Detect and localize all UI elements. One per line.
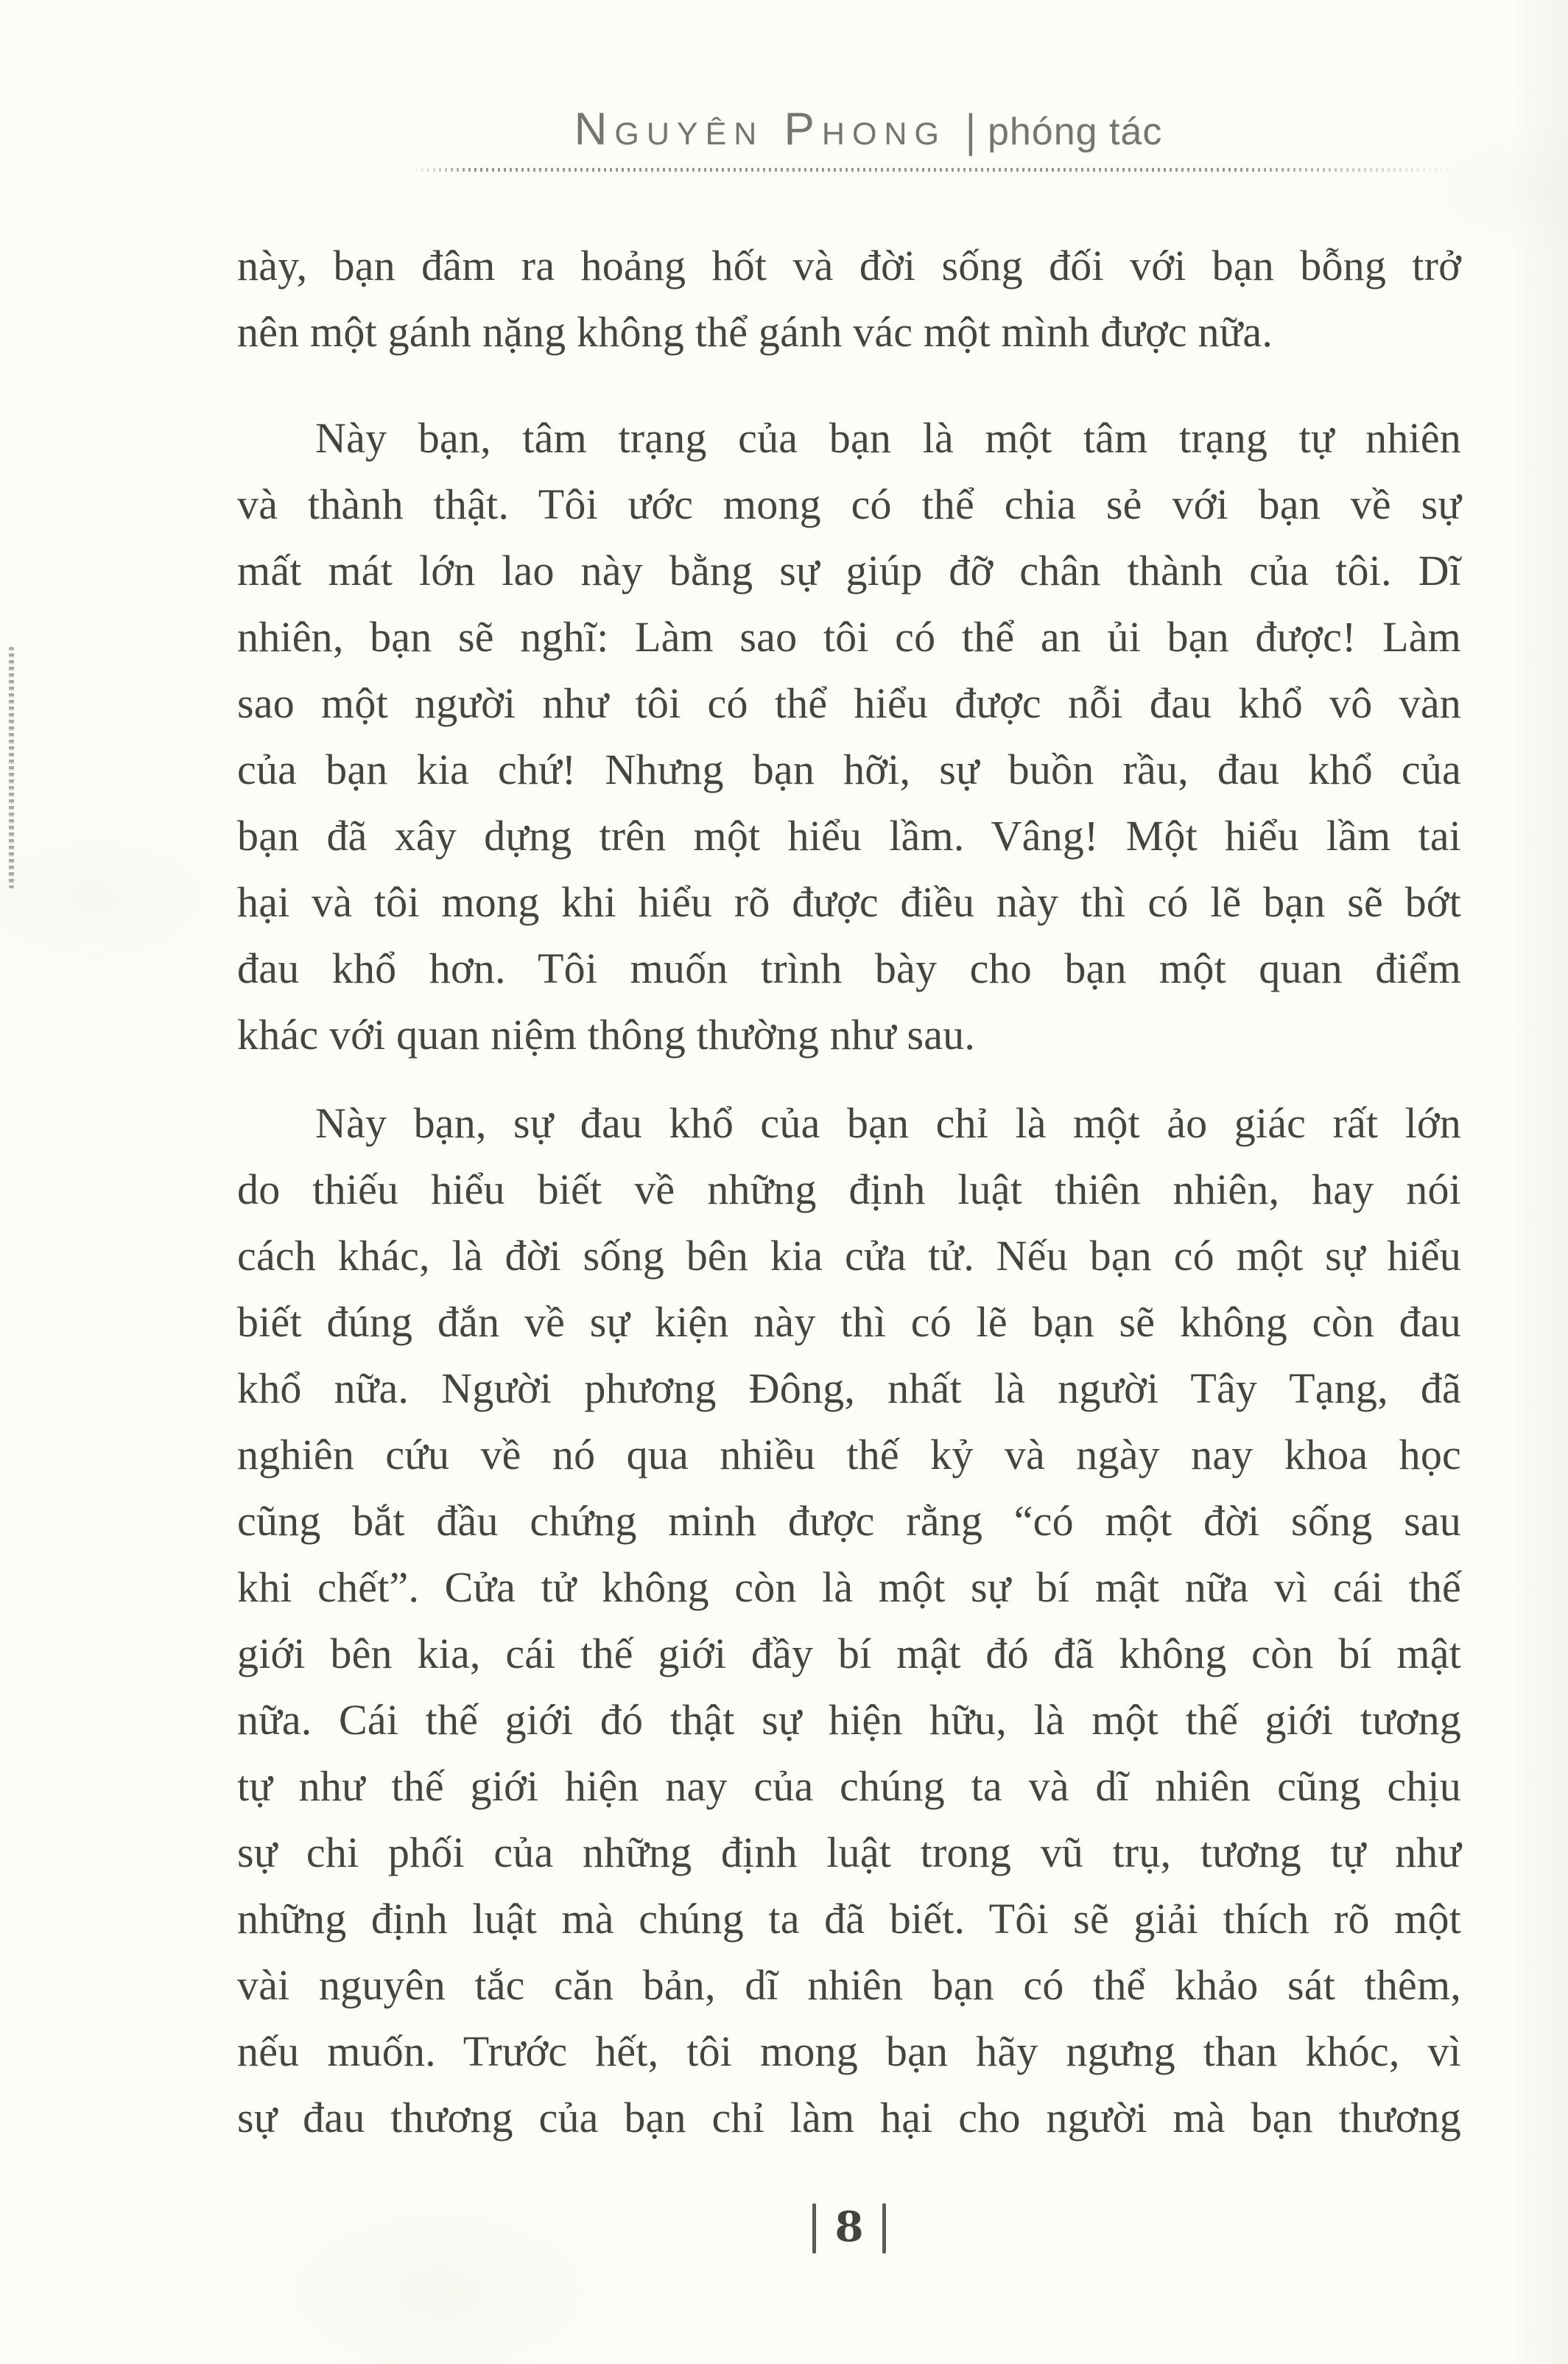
paragraph xyxy=(237,1090,1461,2151)
page-number: 8 xyxy=(834,2203,864,2251)
paragraph xyxy=(237,233,1461,365)
header-separator: | xyxy=(965,105,976,157)
text-line: vài nguyên tắc căn bản, dĩ nhiên bạn có thể khảo sát thêm, xyxy=(237,1961,1461,2009)
text-line: nữa. Cái thế giới đó thật sự hiện hữu, là một thế giới tương xyxy=(237,1696,1461,1744)
text-line: biết đúng đắn về sự kiện này thì có lẽ bạn sẽ không còn đau xyxy=(237,1298,1461,1346)
header-subtitle: phóng tác xyxy=(987,111,1163,153)
folio-bar-right xyxy=(882,2203,886,2253)
text-line: sự chi phối của những định luật trong vũ trụ, tương tự như xyxy=(237,1828,1461,1876)
text-line: khổ nữa. Người phương Đông, nhất là người Tây Tạng, đã xyxy=(237,1364,1461,1412)
text-line: nhiên, bạn sẽ nghĩ: Làm sao tôi có thể an ủi bạn được! Làm xyxy=(237,613,1461,661)
body-text xyxy=(237,233,1461,2151)
text-line: hại và tôi mong khi hiểu rõ được điều này thì có lẽ bạn sẽ bớt xyxy=(237,878,1461,926)
text-line: sao một người như tôi có thể hiểu được nỗi đau khổ vô vàn xyxy=(237,679,1461,727)
text-line: nghiên cứu về nó qua nhiều thế kỷ và ngày nay khoa học xyxy=(237,1431,1461,1479)
text-line: của bạn kia chứ! Nhưng bạn hỡi, sự buồn rầu, đau khổ của xyxy=(237,746,1461,793)
text-line: tự như thế giới hiện nay của chúng ta và dĩ nhiên cũng chịu xyxy=(237,1762,1461,1810)
text-line: khác với quan niệm thông thường như sau. xyxy=(237,1011,976,1059)
text-line: giới bên kia, cái thế giới đầy bí mật đó đã không còn bí mật xyxy=(237,1630,1461,1677)
folio-bar-left xyxy=(812,2203,816,2253)
text-line: khi chết”. Cửa tử không còn là một sự bí mật nữa vì cái thế xyxy=(237,1563,1461,1611)
spine-text-artifact xyxy=(9,647,14,888)
text-line: Này bạn, tâm trạng của bạn là một tâm trạng tự nhiên xyxy=(315,414,1461,462)
text-line: nên một gánh nặng không thể gánh vác một mình được nữa. xyxy=(237,308,1273,356)
text-line: do thiếu hiểu biết về những định luật thiên nhiên, hay nói xyxy=(237,1165,1461,1213)
text-line: và thành thật. Tôi ước mong có thể chia sẻ với bạn về sự xyxy=(237,480,1461,528)
text-line: cũng bắt đầu chứng minh được rằng “có một đời sống sau xyxy=(237,1497,1461,1545)
text-line: sự đau thương của bạn chỉ làm hại cho người mà bạn thương xyxy=(237,2094,1461,2142)
running-head xyxy=(256,103,1480,166)
text-line: Này bạn, sự đau khổ của bạn chỉ là một ảo giác rất lớn xyxy=(315,1099,1461,1147)
text-line: mất mát lớn lao này bằng sự giúp đỡ chân thành của tôi. Dĩ xyxy=(237,547,1461,594)
text-line: cách khác, là đời sống bên kia cửa tử. Nếu bạn có một sự hiểu xyxy=(237,1232,1461,1280)
paragraph xyxy=(237,405,1461,1068)
text-line: này, bạn đâm ra hoảng hốt và đời sống đối với bạn bỗng trở xyxy=(237,242,1461,290)
text-line: những định luật mà chúng ta đã biết. Tôi sẽ giải thích rõ một xyxy=(237,1895,1461,1943)
text-line: nếu muốn. Trước hết, tôi mong bạn hãy ngưng than khóc, vì xyxy=(237,2027,1461,2075)
page-footer xyxy=(237,2199,1461,2258)
text-line: bạn đã xây dựng trên một hiểu lầm. Vâng! Một hiểu lầm tai xyxy=(237,812,1461,860)
author-name: Nguyên Phong xyxy=(574,104,946,155)
text-line: đau khổ hơn. Tôi muốn trình bày cho bạn một quan điểm xyxy=(237,944,1461,992)
header-dotted-rule xyxy=(409,168,1467,172)
